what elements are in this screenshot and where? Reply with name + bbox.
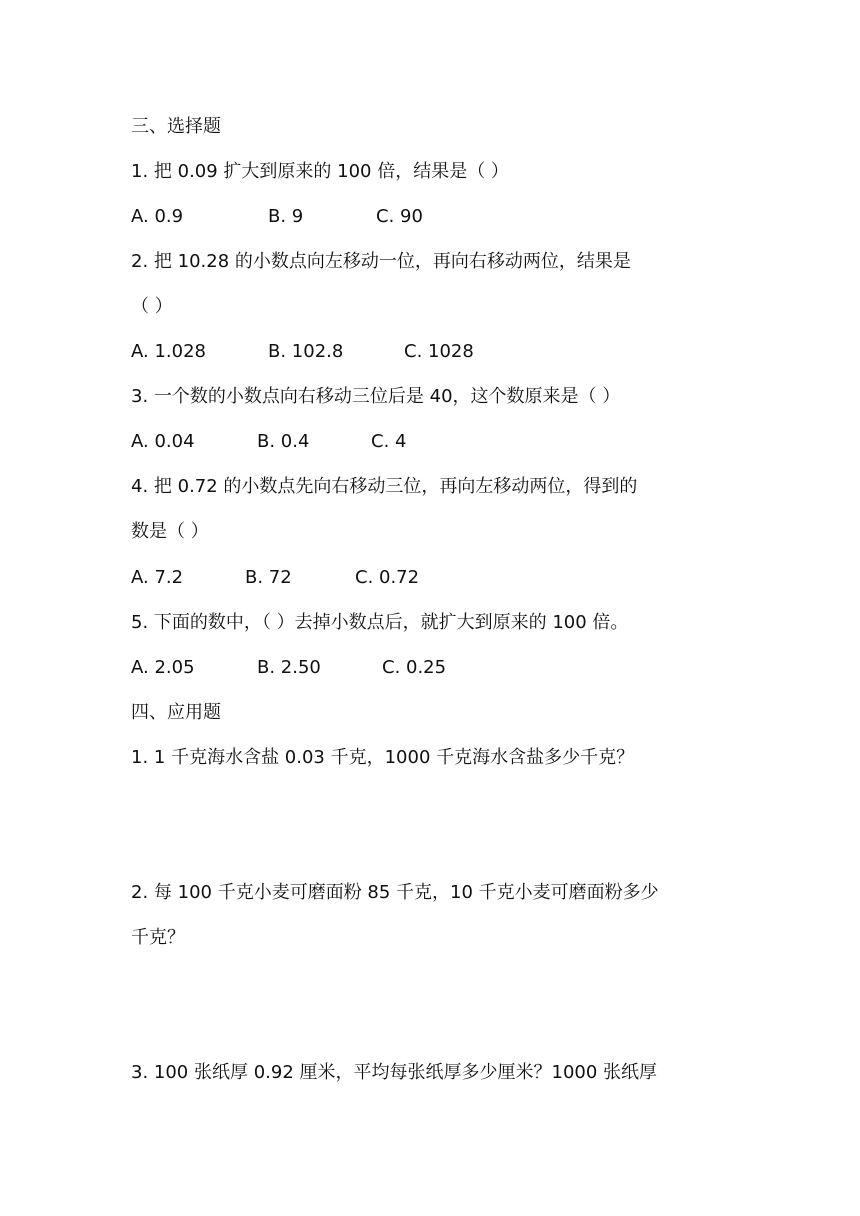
- question-4-text-line-2: 数是（ ）: [131, 521, 209, 542]
- question-4-text-line-1: 4. 把 0.72 的小数点先向右移动三位，再向左移动两位，得到的: [131, 476, 638, 497]
- question-1-text: 1. 把 0.09 扩大到原来的 100 倍，结果是（ ）: [131, 161, 509, 182]
- option-b: B. 102.8: [268, 341, 344, 362]
- option-c: C. 0.25: [382, 657, 447, 678]
- option-b: B. 72: [245, 567, 292, 588]
- option-a: A. 0.04: [131, 431, 195, 452]
- problem-1-text: 1. 1 千克海水含盐 0.03 千克，1000 千克海水含盐多少千克？: [131, 747, 635, 768]
- option-c: C. 4: [371, 431, 407, 452]
- problem-2-text-line-2: 千克？: [131, 927, 185, 948]
- problem-3-text: 3. 100 张纸厚 0.92 厘米，平均每张纸厚多少厘米？1000 张纸厚: [131, 1062, 658, 1083]
- question-2-text-line-2: （ ）: [131, 296, 173, 317]
- option-a: A. 7.2: [131, 567, 184, 588]
- option-c: C. 90: [376, 206, 423, 227]
- section-3-title: 三、选择题: [131, 116, 221, 137]
- question-3-text: 3. 一个数的小数点向右移动三位后是 40，这个数原来是（ ）: [131, 386, 621, 407]
- section-4-title: 四、应用题: [131, 702, 221, 723]
- question-5-text: 5. 下面的数中，（ ）去掉小数点后，就扩大到原来的 100 倍。: [131, 612, 629, 633]
- option-b: B. 0.4: [257, 431, 310, 452]
- option-b: B. 9: [268, 206, 304, 227]
- problem-2-text-line-1: 2. 每 100 千克小麦可磨面粉 85 千克，10 千克小麦可磨面粉多少: [131, 882, 659, 903]
- option-a: A. 0.9: [131, 206, 184, 227]
- option-a: A. 1.028: [131, 341, 206, 362]
- question-2-text-line-1: 2. 把 10.28 的小数点向左移动一位，再向右移动两位，结果是: [131, 251, 631, 272]
- option-c: C. 1028: [404, 341, 474, 362]
- option-b: B. 2.50: [257, 657, 321, 678]
- option-a: A. 2.05: [131, 657, 195, 678]
- option-c: C. 0.72: [355, 567, 420, 588]
